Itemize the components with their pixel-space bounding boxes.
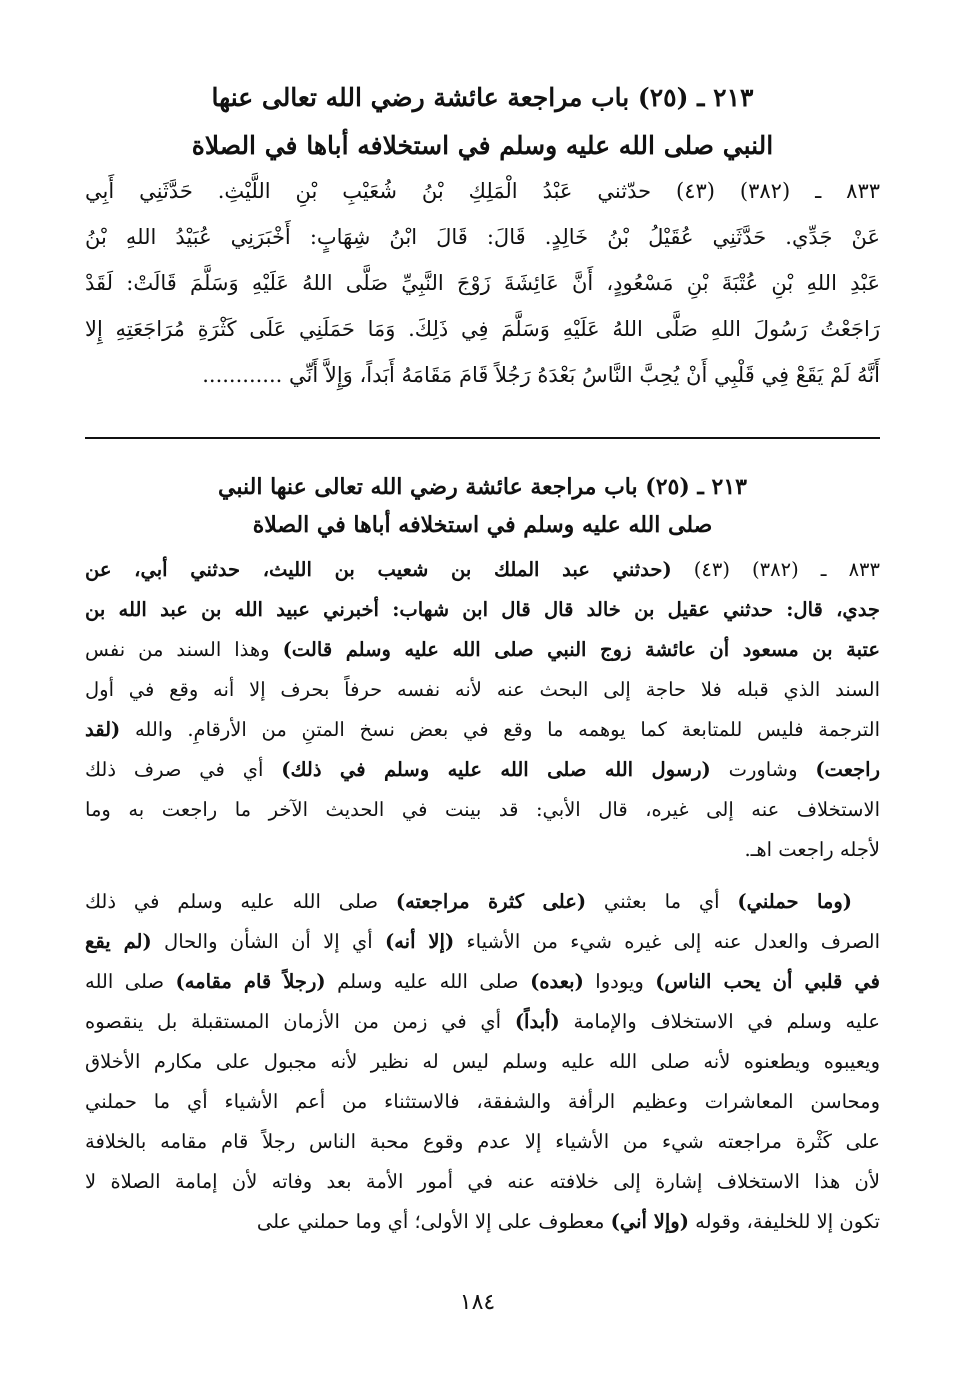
commentary-text: صلى الله [85, 970, 176, 993]
commentary-chapter-title [85, 468, 880, 544]
title-line: ٢١٣ ـ (٢٥) باب مراجعة عائشة رضي الله تعالى عنها النبي [218, 474, 747, 500]
commentary-text: عليه وسلم في الاستخلاف والإمامة [559, 1010, 880, 1033]
bold-quoted-text: (على كثرة مراجعته) [395, 890, 587, 913]
commentary-line [85, 922, 880, 962]
bold-quoted-text: (بعده) [530, 970, 584, 993]
commentary-line [85, 1162, 880, 1202]
commentary-line [85, 1122, 880, 1162]
bold-quoted-text: جدي، قال: حدثني عقيل بن خالد قال قال ابن شهاب: أخبرني عبيد الله بن عبد الله بن [85, 598, 880, 621]
bold-quoted-text: (وإلا أني) [610, 1210, 689, 1233]
bold-quoted-text: راجعت) [815, 758, 880, 781]
commentary-line [85, 1042, 880, 1082]
hadith-text [85, 168, 880, 398]
bold-quoted-text: (رسول الله صلى الله عليه وسلم في ذلك) [281, 758, 711, 781]
title-line: النبي صلى الله عليه وسلم في استخلافه أباها في الصلاة [191, 131, 774, 160]
page-number: ١٨٤ [459, 1290, 496, 1315]
section-divider [85, 437, 880, 439]
bold-quoted-text: (لقد [85, 718, 121, 741]
commentary-text: ويودوا [583, 970, 656, 993]
commentary-text: على كَثْرة مراجعته شيء من الأشياء إلا عدم وقوع محبة الناس رجلاً قام مقامه بالخلافة [85, 1130, 880, 1153]
commentary-text: أي في صرف ذلك [85, 758, 282, 781]
bold-quoted-text: (رجلاً قام مقامه) [175, 970, 326, 993]
commentary-text: الترجمة فليس للمتابعة كما يوهمه ما وقع في بعض نسخ المتنِ من الأرقامِ. والله [120, 718, 880, 741]
commentary-text: وشاورت [710, 758, 816, 781]
commentary-text: الصرف والعدل عنه إلى غيره شيء من الأشياء [454, 930, 880, 953]
bold-quoted-text: (وما حملني) [737, 890, 853, 913]
hadith-line: عَنْ جَدِّي. حَدَّثَنِي عُقَيْلُ بْنُ خَالِدٍ. قَالَ: قَالَ ابْنُ شِهَابٍ: أَخْبَرَنِي عُبَيْدُ اللهِ بْنُ [85, 225, 880, 249]
commentary-text: الاستخلاف عنه إلى غيره، قال الأبي: قد بينت في الحديث الآخر ما راجعت به وما [85, 798, 880, 821]
commentary-text: السند الذي قبله فلا حاجة إلى البحث عنه لأنه نفسه حرفاً بحرف إلا أنه وقع في أول [85, 678, 880, 701]
commentary-text: وهذا السند من نفس [85, 638, 283, 661]
hadith-line: ٨٣٣ ـ (٣٨٢) (٤٣) حدّثني عَبْدُ الْمَلِكِ بْنُ شُعَيْبِ بْنِ اللَّيْثِ. حَدَّثَنِي أَبِي [85, 179, 881, 203]
commentary-text: صلى الله عليه وسلم في ذلك [85, 890, 396, 913]
bold-quoted-text: (إلا أنه) [384, 930, 455, 953]
bold-quoted-text: في قلبي أن يحب الناس) [655, 970, 881, 993]
title-line: ٢١٣ ـ (٢٥) باب مراجعة عائشة رضي الله تعالى عنها [211, 83, 754, 112]
hadith-line: رَاجَعْتُ رَسُولَ اللهِ صَلَّى اللهُ عَلَيْهِ وَسَلَّمَ فِي ذَلِكَ. وَمَا حَمَلَنِي عَلَى كَثْرَةِ مُرَاجَعَتِهِ إِلا [85, 317, 880, 341]
commentary-line [85, 590, 880, 630]
commentary-text: أي ما بعثني [586, 890, 738, 913]
bold-quoted-text: (لم يقع [85, 930, 152, 953]
commentary-line [85, 630, 880, 670]
bold-quoted-text: عتبة بن مسعود أن عائشة زوج النبي صلى الله عليه وسلم قالت) [282, 638, 880, 661]
commentary-text: لأجله راجعت اهـ. [744, 838, 880, 861]
commentary-text: أي في زمن من الأزمان المستقبلة بل ينقصوه [85, 1010, 515, 1033]
commentary-line [85, 1202, 880, 1242]
commentary-line [85, 962, 880, 1002]
commentary-text: معطوف على إلا الأولى؛ أي وما حملني على [256, 1210, 611, 1233]
commentary-text: تكون إلا للخليفة، وقوله [688, 1210, 880, 1233]
bold-quoted-text: (أبداً) [514, 1010, 560, 1033]
commentary-text: صلى الله عليه وسلم [325, 970, 531, 993]
commentary-line [85, 550, 880, 590]
commentary-paragraph-1 [85, 550, 880, 870]
commentary-text: لأن هذا الاستخلاف إشارة إلى خلافته عنه في أمور الأمة بعد وفاته لأن إمامة الصلاة لا [85, 1170, 880, 1193]
bold-quoted-text: (حدثني عبد الملك بن شعيب بن الليث، حدثني أبي، عن [85, 558, 672, 581]
commentary-line [85, 882, 880, 922]
commentary-text: أي إلا أن الشأن والحال [151, 930, 385, 953]
hadith-line: أَنَّهُ لَمْ يَقَعْ فِي قَلْبِي أَنْ يُحِبَّ النَّاسُ بَعْدَهُ رَجُلاً قَامَ مَقَامَهُ أَبَداً، وَإِلاَّ أَنِّي ............ [202, 363, 880, 387]
commentary-line [85, 750, 880, 790]
commentary-line [85, 790, 880, 830]
hadith-line: عَبْدِ اللهِ بْنِ عُتْبَةَ بْنِ مَسْعُودٍ، أَنَّ عَائِشَةَ زَوْجَ النَّبِيِّ صَلَّى اللهُ عَلَيْهِ وَسَلَّمَ قَالَتْ: لَقَدْ [85, 271, 880, 295]
title-line: صلى الله عليه وسلم في استخلافه أباها في الصلاة [252, 512, 713, 538]
commentary-paragraph-2 [85, 882, 880, 1242]
commentary-line [85, 670, 880, 710]
commentary-text: ويعيبوه ويطعنوه لأنه صلى الله عليه وسلم ليس له نظير لأنه مجبول على مكارم الأخلاق [85, 1050, 880, 1073]
commentary-line [85, 1002, 880, 1042]
commentary-text: ٨٣٣ ـ (٣٨٢) (٤٣) [671, 558, 880, 581]
commentary-line [85, 830, 880, 870]
hadith-chapter-title [85, 74, 880, 170]
commentary-text: ومحاسن المعاشرات وعظيم الرأفة والشفقة، فالاستثناء من أعم الأشياء أي ما حملني [85, 1090, 880, 1113]
commentary-line [85, 710, 880, 750]
commentary-line [85, 1082, 880, 1122]
